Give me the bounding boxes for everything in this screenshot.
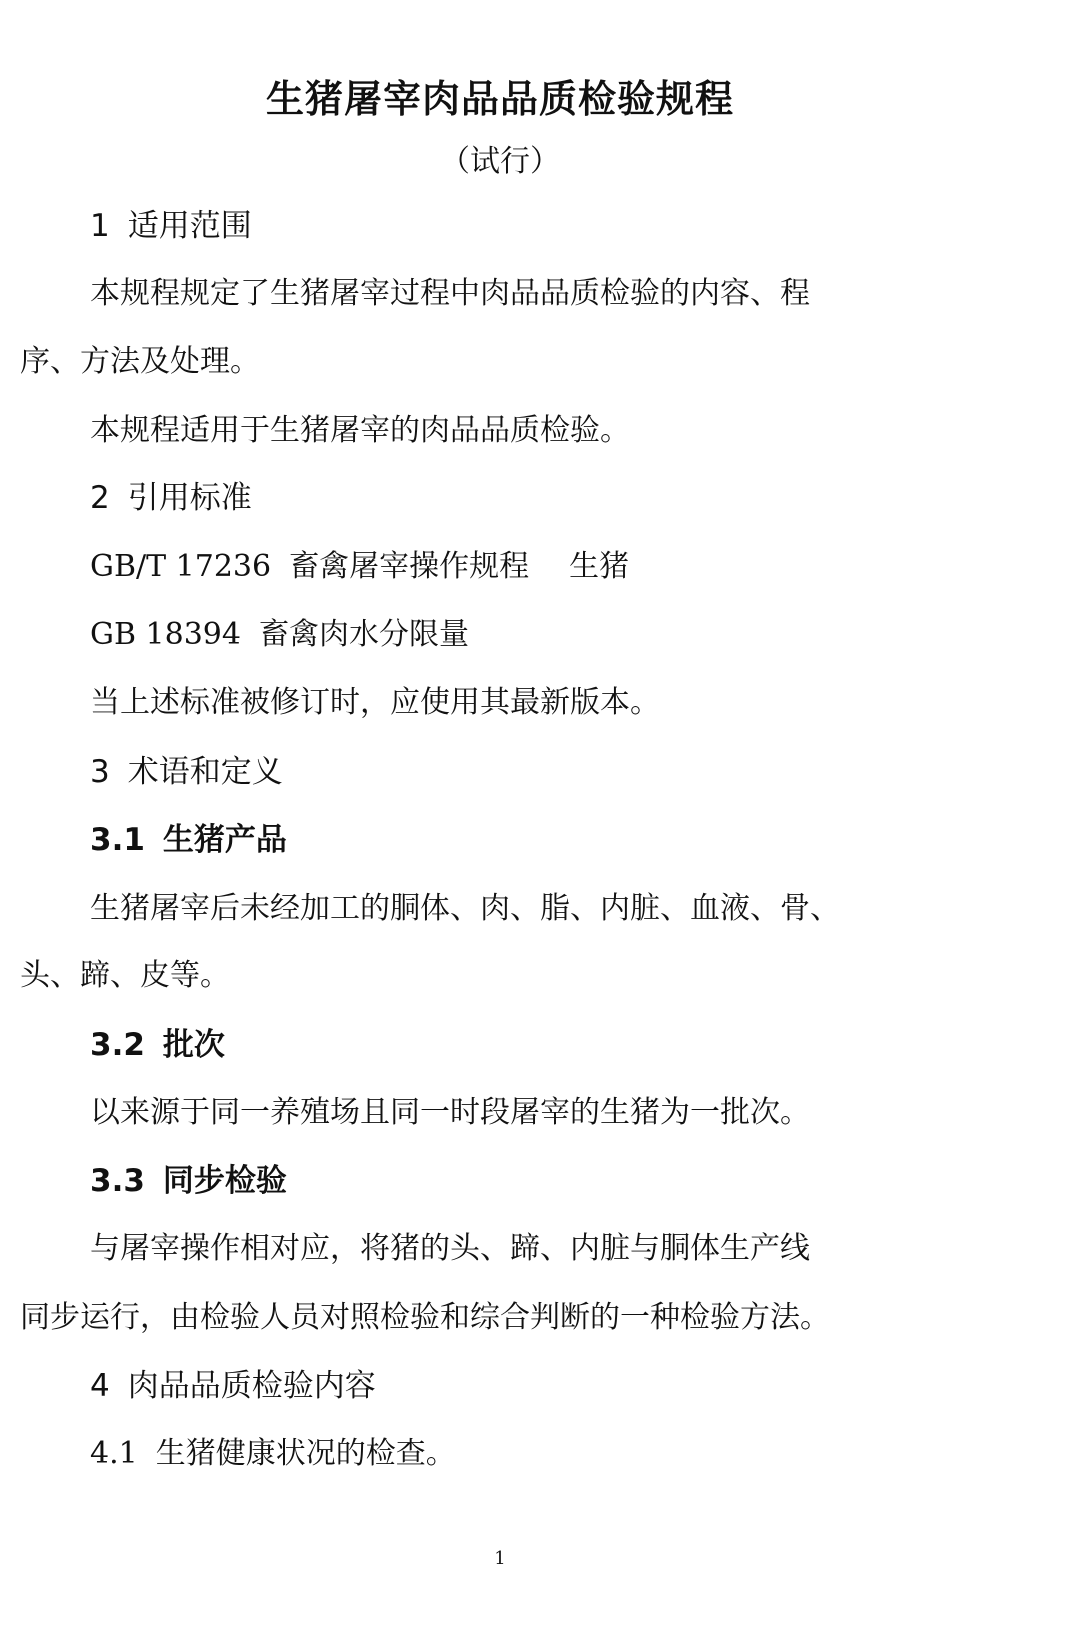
- item-text: 生猪健康状况的检查。: [155, 1436, 456, 1471]
- paragraph-line: 生猪屠宰后未经加工的胴体、肉、脂、内脏、血液、骨、: [90, 891, 840, 926]
- subsection-number: 3.2: [90, 1027, 145, 1063]
- subsection-3-3-heading: [90, 1163, 287, 1200]
- subsection-title: 批次: [162, 1027, 225, 1063]
- section-1-heading: [90, 208, 252, 245]
- paragraph-line: 以来源于同一养殖场且同一时段屠宰的生猪为一批次。: [90, 1095, 810, 1130]
- section-title: 引用标准: [127, 480, 252, 516]
- subsection-title: 同步检验: [162, 1163, 287, 1199]
- subsection-number: 3.1: [90, 822, 145, 858]
- section-title: 适用范围: [127, 208, 252, 244]
- list-item: [90, 1436, 456, 1472]
- paragraph-line: 序、方法及处理。: [20, 344, 260, 379]
- section-title: 肉品品质检验内容: [127, 1368, 376, 1404]
- reference-code: GB 18394: [90, 617, 241, 652]
- reference-item: [90, 549, 629, 585]
- section-number: 1: [90, 208, 110, 244]
- subsection-3-2-heading: [90, 1027, 225, 1064]
- section-2-heading: [90, 480, 252, 517]
- section-3-heading: [90, 754, 283, 791]
- paragraph-line: 本规程适用于生猪屠宰的肉品品质检验。: [90, 413, 630, 448]
- reference-item: [90, 617, 469, 653]
- subsection-number: 3.3: [90, 1163, 145, 1199]
- page-number: 1: [494, 1548, 506, 1569]
- reference-suffix: 生猪: [569, 549, 630, 584]
- subsection-title: 生猪产品: [162, 822, 287, 858]
- paragraph-line: 与屠宰操作相对应，将猪的头、蹄、内脏与胴体生产线: [90, 1231, 810, 1266]
- section-number: 3: [90, 754, 110, 790]
- reference-code: GB/T 17236: [90, 549, 272, 584]
- item-number: 4.1: [90, 1436, 138, 1471]
- paragraph-line: 头、蹄、皮等。: [20, 958, 230, 993]
- section-number: 4: [90, 1368, 110, 1404]
- subsection-3-1-heading: [90, 822, 287, 859]
- reference-name: 畜禽屠宰操作规程: [289, 549, 530, 584]
- paragraph-line: 当上述标准被修订时，应使用其最新版本。: [90, 685, 660, 720]
- paragraph-line: 同步运行，由检验人员对照检验和综合判断的一种检验方法。: [20, 1300, 830, 1335]
- section-4-heading: [90, 1368, 376, 1405]
- document-subtitle: （试行）: [440, 144, 560, 179]
- section-number: 2: [90, 480, 110, 516]
- paragraph-line: 本规程规定了生猪屠宰过程中肉品品质检验的内容、程: [90, 276, 810, 311]
- reference-name: 畜禽肉水分限量: [258, 617, 469, 652]
- document-title: 生猪屠宰肉品品质检验规程: [265, 77, 734, 121]
- section-title: 术语和定义: [127, 754, 283, 790]
